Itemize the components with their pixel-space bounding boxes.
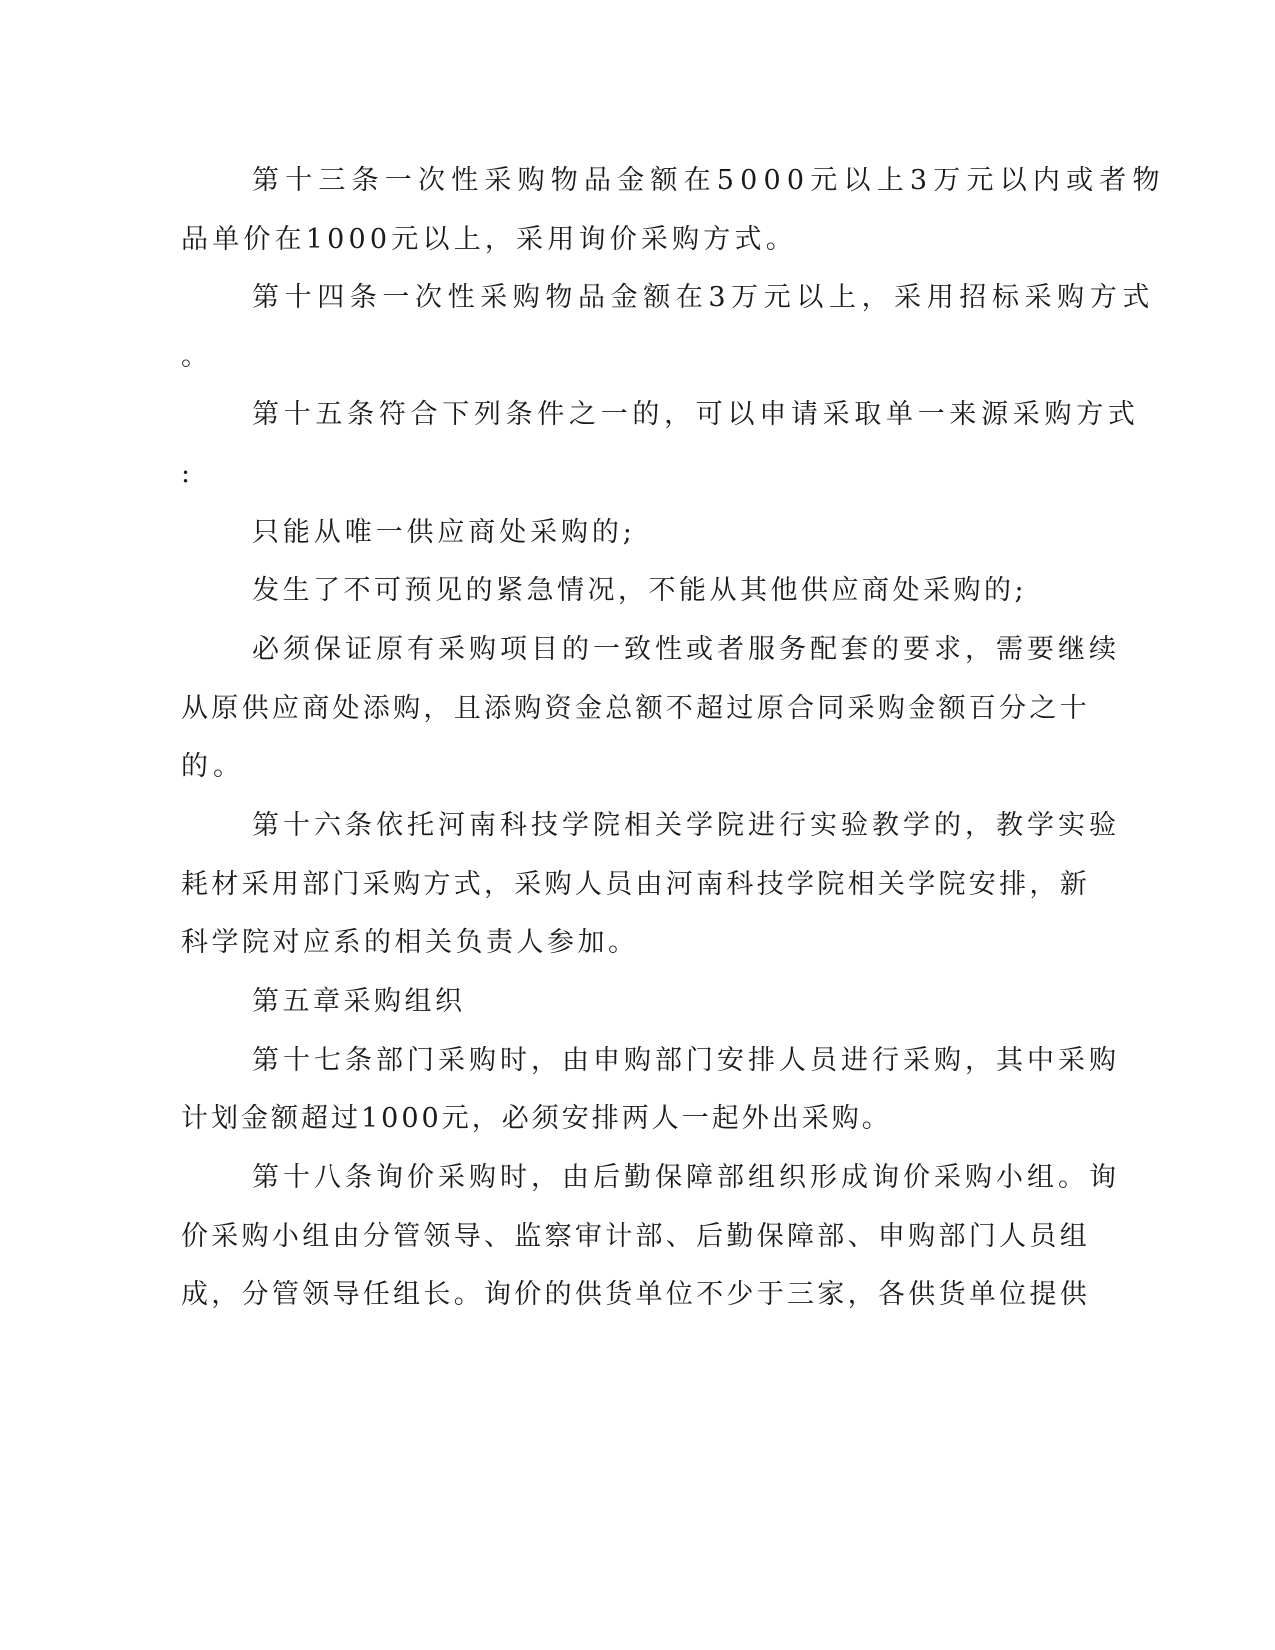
text-line: 计划金额超过1000元，必须安排两人一起外出采购。 — [181, 1103, 892, 1134]
text-line: 价采购小组由分管领导、监察审计部、后勤保障部、申购部门人员组 — [181, 1221, 1090, 1252]
text-line: 的。 — [181, 751, 245, 782]
text-line: 只能从唯一供应商处采购的; — [252, 517, 636, 548]
text-line: : — [181, 458, 196, 489]
text-line: 。 — [181, 341, 213, 372]
text-line: 品单价在1000元以上，采用询价采购方式。 — [181, 224, 797, 255]
text-line: 科学院对应系的相关负责人参加。 — [181, 927, 639, 958]
text-line: 第十五条符合下列条件之一的，可以申请采取单一来源采购方式 — [252, 399, 1140, 430]
text-line: 从原供应商处添购，且添购资金总额不超过原合同采购金额百分之十 — [181, 693, 1090, 724]
text-line: 发生了不可预见的紧急情况，不能从其他供应商处采购的; — [252, 575, 1028, 606]
text-line: 必须保证原有采购项目的一致性或者服务配套的要求，需要继续 — [252, 634, 1120, 665]
text-line: 耗材采用部门采购方式，采购人员由河南科技学院相关学院安排，新 — [181, 869, 1090, 900]
text-line: 第十六条依托河南科技学院相关学院进行实验教学的，教学实验 — [252, 810, 1120, 841]
chapter-heading: 第五章采购组织 — [252, 986, 466, 1017]
text-line: 第十四条一次性采购物品金额在3万元以上，采用招标采购方式 — [252, 282, 1155, 313]
text-line: 成，分管领导任组长。询价的供货单位不少于三家，各供货单位提供 — [181, 1279, 1090, 1310]
text-line: 第十七条部门采购时，由申购部门安排人员进行采购，其中采购 — [252, 1045, 1120, 1076]
text-line: 第十八条询价采购时，由后勤保障部组织形成询价采购小组。询 — [252, 1162, 1120, 1193]
text-line: 第十三条一次性采购物品金额在5000元以上3万元以内或者物 — [252, 165, 1166, 196]
